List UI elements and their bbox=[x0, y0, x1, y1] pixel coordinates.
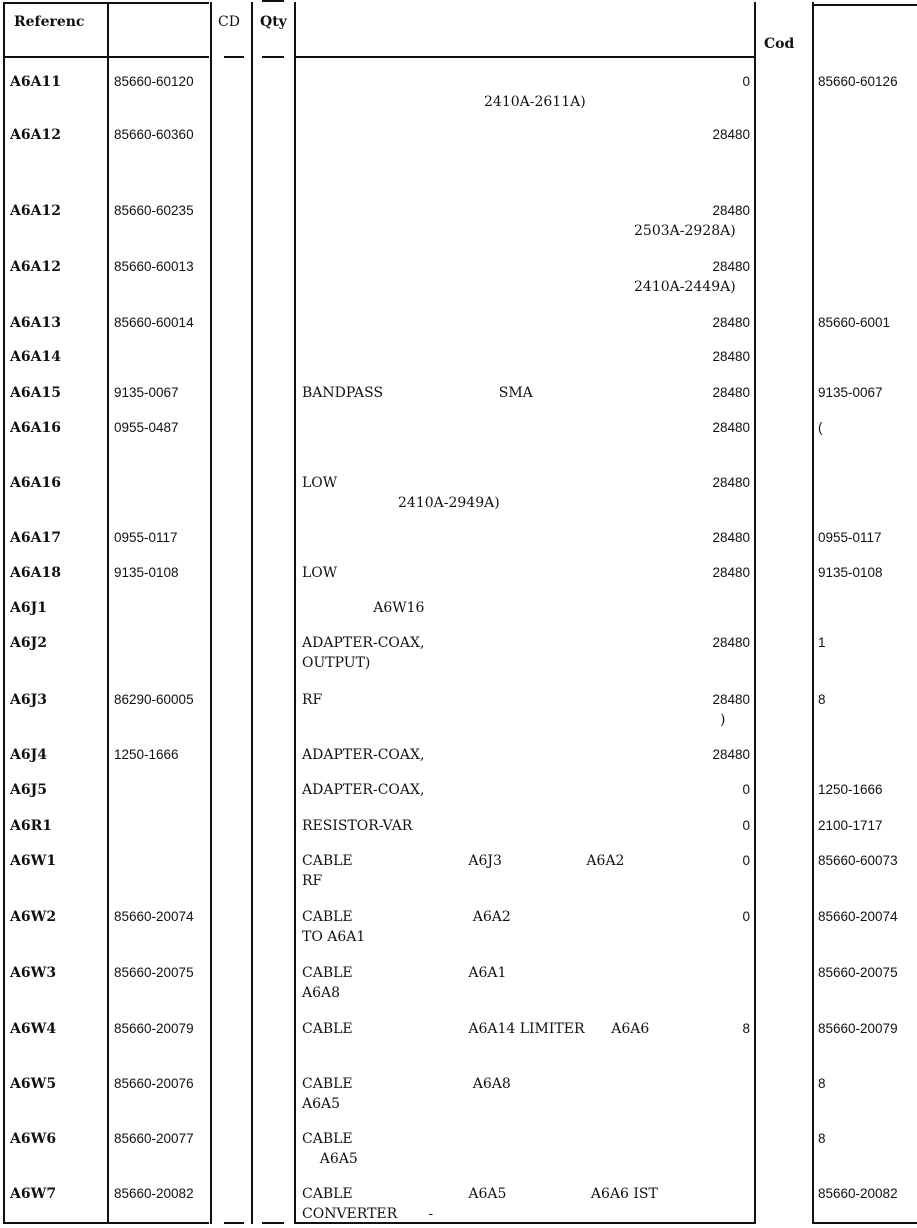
part-number: 85660-20082 bbox=[114, 1186, 194, 1201]
col-divider-cd bbox=[210, 2, 212, 1224]
mfr-code: 0 bbox=[742, 74, 750, 89]
description-line: CABLE A6A2 bbox=[302, 909, 511, 925]
reference-designator: A6W3 bbox=[10, 965, 57, 981]
mfr-code: 0 bbox=[742, 818, 750, 833]
reference-designator: A6A16 bbox=[10, 420, 61, 436]
description-line: LOW bbox=[302, 565, 338, 581]
reference-designator: A6A14 bbox=[10, 349, 61, 365]
description-line: RESISTOR-VAR bbox=[302, 818, 413, 834]
col-divider-pn bbox=[107, 2, 109, 1224]
col-divider-desc bbox=[294, 2, 296, 1224]
part-number: 85660-60360 bbox=[114, 127, 194, 142]
description-line: CONVERTER - bbox=[302, 1206, 434, 1222]
reference-designator: A6A12 bbox=[10, 203, 61, 219]
mfr-part-number: 8 bbox=[818, 692, 826, 707]
description-line: A6A5 bbox=[302, 1096, 341, 1112]
part-number: 0955-0117 bbox=[114, 530, 178, 545]
description-line: OUTPUT) bbox=[302, 655, 371, 671]
description-line: CABLE bbox=[302, 1131, 353, 1147]
mfr-part-number: 1250-1666 bbox=[818, 782, 883, 797]
reference-designator: A6J3 bbox=[10, 692, 47, 708]
mfr-part-number: 85660-20075 bbox=[818, 965, 898, 980]
reference-designator: A6J4 bbox=[10, 747, 47, 763]
part-number: 85660-20076 bbox=[114, 1076, 194, 1091]
reference-designator: A6J2 bbox=[10, 635, 47, 651]
description-line: A6W16 bbox=[302, 600, 425, 616]
mfr-part-number: 9135-0067 bbox=[818, 385, 883, 400]
mfr-code: 28480 bbox=[712, 385, 750, 400]
reference-designator: A6W4 bbox=[10, 1021, 57, 1037]
header-cd: CD bbox=[218, 14, 240, 30]
mfr-code: 0 bbox=[742, 782, 750, 797]
qty-dash-bottom bbox=[262, 1222, 284, 1224]
part-number: 85660-20079 bbox=[114, 1021, 194, 1036]
description-line: CABLE A6A5 A6A6 IST bbox=[302, 1186, 658, 1202]
mfr-code: 28480 bbox=[712, 420, 750, 435]
part-number: 85660-20074 bbox=[114, 909, 194, 924]
reference-designator: A6A17 bbox=[10, 530, 61, 546]
header-rule bbox=[3, 56, 209, 58]
description-line: CABLE A6A1 bbox=[302, 965, 507, 981]
qty-dash-top bbox=[262, 56, 284, 58]
reference-designator: A6A11 bbox=[10, 74, 61, 90]
description-line: 2410A-2449A) bbox=[634, 279, 736, 295]
part-number: 85660-60235 bbox=[114, 203, 194, 218]
mfr-part-number: 9135-0108 bbox=[818, 565, 883, 580]
reference-designator: A6A15 bbox=[10, 385, 61, 401]
description-line: 2410A-2949A) bbox=[398, 495, 500, 511]
mfr-code: 28480 bbox=[712, 259, 750, 274]
col-divider-qty-left bbox=[251, 2, 253, 1224]
header-rule-desc bbox=[296, 56, 756, 58]
description-line: A6A8 bbox=[302, 985, 341, 1001]
description-line: BANDPASS SMA bbox=[302, 385, 533, 401]
mfr-code: 8 bbox=[742, 1021, 750, 1036]
reference-designator: A6A12 bbox=[10, 127, 61, 143]
description-line: ADAPTER-COAX, bbox=[302, 747, 425, 763]
description-line: CABLE A6J3 A6A2 bbox=[302, 853, 625, 869]
part-number: 9135-0108 bbox=[114, 565, 179, 580]
mfr-code: 28480 bbox=[712, 203, 750, 218]
header-top-rule bbox=[3, 2, 209, 4]
part-number: 85660-20077 bbox=[114, 1131, 194, 1146]
part-number: 86290-60005 bbox=[114, 692, 194, 707]
bottom-rule-right bbox=[814, 1222, 917, 1224]
mfr-part-number: 85660-20074 bbox=[818, 909, 898, 924]
part-number: 85660-60013 bbox=[114, 259, 194, 274]
reference-designator: A6J5 bbox=[10, 782, 47, 798]
part-number: 1250-1666 bbox=[114, 747, 179, 762]
bottom-rule bbox=[3, 1222, 209, 1224]
part-number: 85660-20075 bbox=[114, 965, 194, 980]
mfr-code: 28480 bbox=[712, 127, 750, 142]
part-number: 0955-0487 bbox=[114, 420, 179, 435]
col-divider-mfr bbox=[812, 2, 814, 1224]
description-line: ADAPTER-COAX, bbox=[302, 782, 425, 798]
mfr-part-number: 1 bbox=[818, 635, 826, 650]
mfr-part-number: 8 bbox=[818, 1131, 826, 1146]
col-divider-code bbox=[754, 2, 756, 1224]
reference-designator: A6A16 bbox=[10, 475, 61, 491]
description-line: 2410A-2611A) bbox=[484, 94, 586, 110]
mfr-code: 0 bbox=[742, 853, 750, 868]
frame-left bbox=[3, 2, 5, 1224]
part-number: 9135-0067 bbox=[114, 385, 179, 400]
mfr-code: 28480 bbox=[712, 565, 750, 580]
qty-dash-head bbox=[262, 0, 284, 2]
mfr-part-number: 85660-6001 bbox=[818, 315, 891, 330]
description-line: CABLE A6A14 LIMITER A6A6 bbox=[302, 1021, 650, 1037]
reference-designator: A6J1 bbox=[10, 600, 47, 616]
description-line: RF bbox=[302, 873, 323, 889]
mfr-code: 28480 bbox=[712, 315, 750, 330]
description-line: A6A5 bbox=[302, 1151, 358, 1167]
description-line: ADAPTER-COAX, bbox=[302, 635, 425, 651]
mfr-part-number: ( bbox=[818, 420, 823, 435]
mfr-part-number: 85660-60073 bbox=[818, 853, 898, 868]
cd-dash-bottom bbox=[224, 1222, 244, 1224]
mfr-code: 0 bbox=[742, 909, 750, 924]
mfr-part-number: 85660-60126 bbox=[818, 74, 898, 89]
reference-designator: A6A13 bbox=[10, 315, 61, 331]
reference-designator: A6A18 bbox=[10, 565, 61, 581]
description-line: CABLE A6A8 bbox=[302, 1076, 511, 1092]
description-line: LOW bbox=[302, 475, 338, 491]
reference-designator: A6W1 bbox=[10, 853, 57, 869]
description-line: 2503A-2928A) bbox=[634, 223, 736, 239]
header-code: Cod bbox=[764, 36, 795, 52]
description-line: RF bbox=[302, 692, 323, 708]
mfr-part-number: 85660-20079 bbox=[818, 1021, 898, 1036]
mfr-part-number: 8 bbox=[818, 1076, 826, 1091]
mfr-code: 28480 bbox=[712, 635, 750, 650]
reference-designator: A6A12 bbox=[10, 259, 61, 275]
mfr-part-number: 2100-1717 bbox=[818, 818, 883, 833]
description-line: TO A6A1 bbox=[302, 929, 366, 945]
header-reference: Referenc bbox=[14, 14, 85, 30]
mfr-code: 28480 bbox=[712, 475, 750, 490]
reference-designator: A6W2 bbox=[10, 909, 57, 925]
part-number: 85660-60014 bbox=[114, 315, 194, 330]
mfr-code: 28480 bbox=[712, 530, 750, 545]
header-qty: Qty bbox=[260, 14, 287, 30]
reference-designator: A6W5 bbox=[10, 1076, 57, 1092]
reference-designator: A6W6 bbox=[10, 1131, 57, 1147]
mfr-part-number: 85660-20082 bbox=[818, 1186, 898, 1201]
mfr-code: 28480 bbox=[712, 349, 750, 364]
part-number: 85660-60120 bbox=[114, 74, 194, 89]
reference-designator: A6R1 bbox=[10, 818, 52, 834]
mfr-code: 28480 bbox=[712, 692, 750, 707]
cd-dash-top bbox=[224, 56, 244, 58]
header-rule-right bbox=[814, 4, 917, 6]
description-line: ) bbox=[720, 712, 726, 728]
mfr-part-number: 0955-0117 bbox=[818, 530, 882, 545]
reference-designator: A6W7 bbox=[10, 1186, 57, 1202]
mfr-code: 28480 bbox=[712, 747, 750, 762]
